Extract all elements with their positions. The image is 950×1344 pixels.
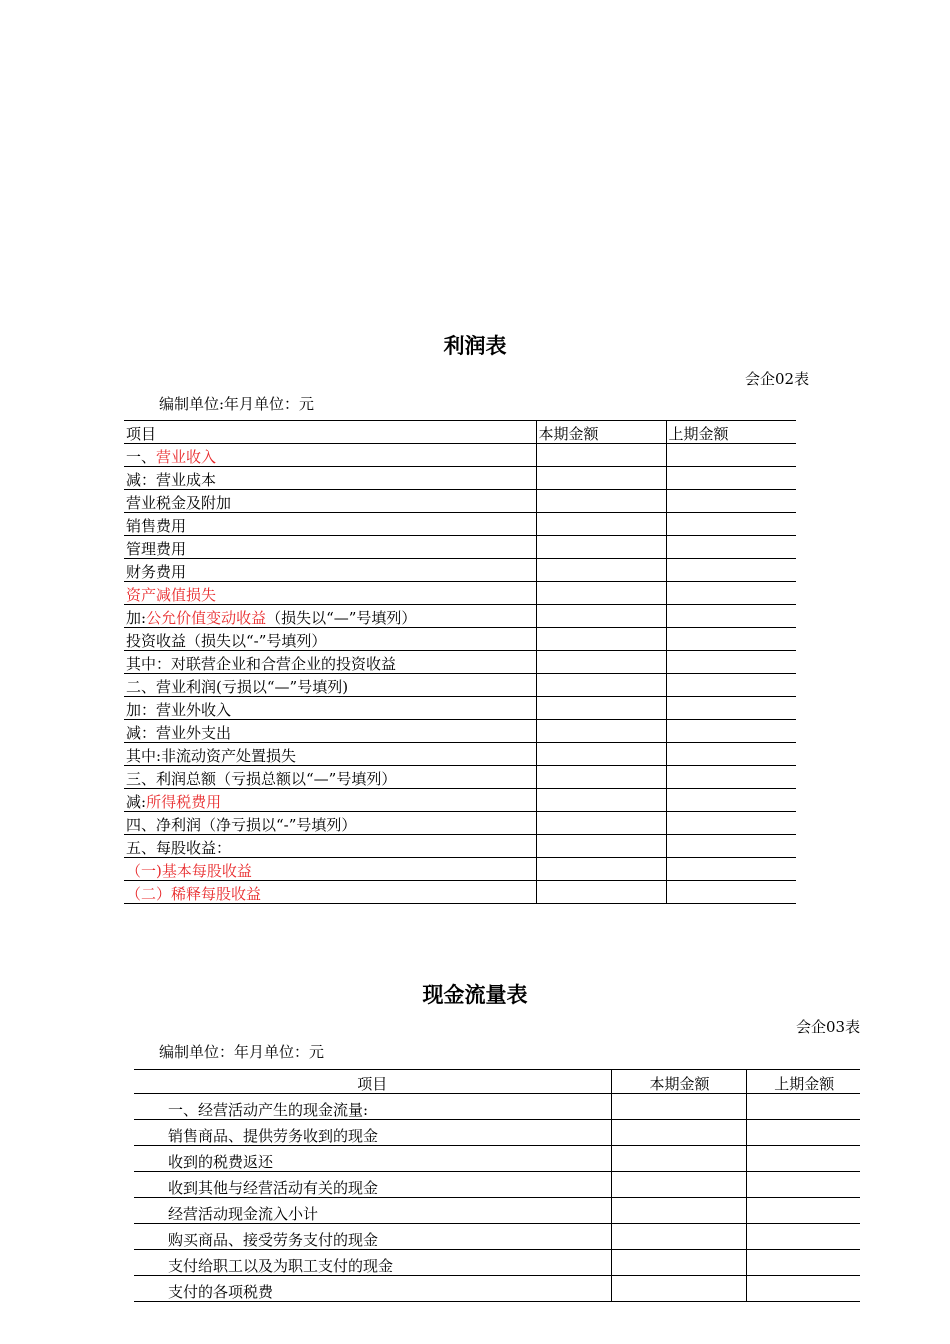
income-statement-title: 利润表 — [443, 334, 507, 358]
income-statement-row — [124, 789, 796, 812]
prior-amount-cell — [666, 605, 796, 628]
prior-amount-cell — [666, 582, 796, 605]
prior-amount-cell — [666, 559, 796, 582]
row-item-label — [124, 881, 536, 904]
current-amount-cell — [536, 559, 666, 582]
current-amount-cell — [611, 1172, 746, 1198]
income-statement-row — [124, 559, 796, 582]
prior-amount-cell — [666, 467, 796, 490]
current-amount-cell — [536, 582, 666, 605]
header-prior-amount: 上期金额 — [746, 1070, 860, 1094]
row-item-label: 销售商品、提供劳务收到的现金 — [134, 1120, 611, 1146]
row-item-label: 支付的各项税费 — [134, 1276, 611, 1302]
income-statement-row — [124, 582, 796, 605]
row-item-text: 加：营业外收入 — [126, 701, 232, 719]
row-item-label — [124, 536, 536, 559]
income-statement-row — [124, 674, 796, 697]
cash-flow-row — [134, 1094, 860, 1120]
current-amount-cell — [536, 513, 666, 536]
header-prior-amount: 上期金额 — [666, 421, 796, 444]
row-item-label — [124, 628, 536, 651]
row-item-text: 营业税金及附加 — [126, 494, 232, 512]
row-item-label — [124, 582, 536, 605]
row-item-label — [124, 490, 536, 513]
current-amount-cell — [536, 743, 666, 766]
prior-amount-cell — [666, 628, 796, 651]
row-item-label: 支付给职工以及为职工支付的现金 — [134, 1250, 611, 1276]
row-item-text: 其中：对联营企业和合营企业的投资收益 — [126, 655, 397, 673]
prior-amount-cell — [666, 812, 796, 835]
current-amount-cell — [536, 835, 666, 858]
prior-amount-cell — [746, 1224, 860, 1250]
header-item: 项目 — [124, 421, 536, 444]
prior-amount-cell — [666, 766, 796, 789]
current-amount-cell — [536, 720, 666, 743]
cash-flow-table — [134, 1069, 860, 1302]
row-item-text: 四、净利润（净亏损以“-”号填列） — [126, 816, 357, 834]
row-item-label: 收到的税费返还 — [134, 1146, 611, 1172]
row-item-label — [124, 766, 536, 789]
current-amount-cell — [536, 651, 666, 674]
row-item-label — [124, 835, 536, 858]
row-item-text: 减：营业成本 — [126, 471, 217, 489]
income-statement-form-code: 会企02表 — [745, 370, 810, 388]
income-statement-header-row — [124, 421, 796, 444]
current-amount-cell — [536, 881, 666, 904]
prior-amount-cell — [746, 1250, 860, 1276]
header-current-amount: 本期金额 — [611, 1070, 746, 1094]
header-current-amount: 本期金额 — [536, 421, 666, 444]
header-item: 项目 — [134, 1070, 611, 1094]
prior-amount-cell — [746, 1146, 860, 1172]
row-item-text: （二）稀释每股收益 — [126, 885, 262, 903]
row-item-label — [124, 789, 536, 812]
row-item-text: 所得税费用 — [146, 793, 222, 811]
cash-flow-row — [134, 1250, 860, 1276]
cash-flow-title: 现金流量表 — [422, 983, 528, 1007]
prior-amount-cell — [746, 1094, 860, 1120]
current-amount-cell — [611, 1120, 746, 1146]
current-amount-cell — [536, 444, 666, 467]
cash-flow-header-row — [134, 1070, 860, 1094]
current-amount-cell — [611, 1094, 746, 1120]
row-item-label: 一、经营活动产生的现金流量: — [134, 1094, 611, 1120]
prior-amount-cell — [746, 1172, 860, 1198]
cash-flow-row — [134, 1276, 860, 1302]
prior-amount-cell — [746, 1276, 860, 1302]
prior-amount-cell — [666, 743, 796, 766]
prior-amount-cell — [666, 720, 796, 743]
row-item-label — [124, 812, 536, 835]
row-item-label: 经营活动现金流入小计 — [134, 1198, 611, 1224]
prior-amount-cell — [666, 789, 796, 812]
row-item-text: 营业收入 — [156, 448, 217, 466]
income-statement-row — [124, 858, 796, 881]
cash-flow-form-code: 会企03表 — [796, 1018, 861, 1036]
cash-flow-unit-line: 编制单位：年月单位：元 — [159, 1043, 325, 1061]
current-amount-cell — [536, 812, 666, 835]
current-amount-cell — [536, 766, 666, 789]
row-item-text: 财务费用 — [126, 563, 187, 581]
income-statement-row — [124, 651, 796, 674]
prior-amount-cell — [666, 674, 796, 697]
row-item-label — [124, 559, 536, 582]
income-statement-row — [124, 513, 796, 536]
cash-flow-row — [134, 1198, 860, 1224]
row-item-text: （损失以“—”号填列） — [266, 609, 417, 627]
income-statement-table — [124, 420, 796, 904]
prior-amount-cell — [666, 513, 796, 536]
row-item-label — [124, 720, 536, 743]
prior-amount-cell — [666, 881, 796, 904]
cash-flow-row — [134, 1120, 860, 1146]
income-statement-row — [124, 743, 796, 766]
row-item-text: 五、每股收益： — [126, 839, 232, 857]
current-amount-cell — [536, 858, 666, 881]
cash-flow-row — [134, 1146, 860, 1172]
row-item-text: 加: — [126, 609, 147, 627]
row-item-text: 销售费用 — [126, 517, 187, 535]
current-amount-cell — [611, 1250, 746, 1276]
current-amount-cell — [611, 1276, 746, 1302]
row-item-text: 减：营业外支出 — [126, 724, 232, 742]
prior-amount-cell — [746, 1120, 860, 1146]
row-item-text: 投资收益（损失以“-”号填列） — [126, 632, 327, 650]
current-amount-cell — [536, 697, 666, 720]
income-statement-row — [124, 766, 796, 789]
row-item-label — [124, 743, 536, 766]
row-item-text: 一、 — [126, 448, 157, 466]
row-item-text: 减: — [126, 793, 147, 811]
cash-flow-row — [134, 1224, 860, 1250]
income-statement-row — [124, 628, 796, 651]
row-item-text: 管理费用 — [126, 540, 187, 558]
current-amount-cell — [611, 1146, 746, 1172]
cash-flow-row — [134, 1172, 860, 1198]
prior-amount-cell — [666, 536, 796, 559]
row-item-label — [124, 651, 536, 674]
income-statement-row — [124, 490, 796, 513]
income-statement-row — [124, 697, 796, 720]
row-item-label — [124, 513, 536, 536]
current-amount-cell — [536, 674, 666, 697]
row-item-label — [124, 467, 536, 490]
row-item-label — [124, 444, 536, 467]
current-amount-cell — [536, 490, 666, 513]
current-amount-cell — [536, 467, 666, 490]
current-amount-cell — [536, 789, 666, 812]
prior-amount-cell — [666, 444, 796, 467]
row-item-label: 收到其他与经营活动有关的现金 — [134, 1172, 611, 1198]
row-item-text: 其中:非流动资产处置损失 — [126, 747, 297, 765]
current-amount-cell — [611, 1198, 746, 1224]
prior-amount-cell — [746, 1198, 860, 1224]
prior-amount-cell — [666, 858, 796, 881]
current-amount-cell — [536, 605, 666, 628]
income-statement-row — [124, 835, 796, 858]
current-amount-cell — [536, 536, 666, 559]
row-item-text: （一)基本每股收益 — [126, 862, 252, 880]
income-statement-unit-line: 编制单位:年月单位：元 — [159, 395, 315, 413]
prior-amount-cell — [666, 697, 796, 720]
row-item-label — [124, 674, 536, 697]
current-amount-cell — [536, 628, 666, 651]
row-item-text: 三、利润总额（亏损总额以“—”号填列） — [126, 770, 397, 788]
row-item-text: 二、营业利润(亏损以“—”号填列) — [126, 678, 349, 696]
prior-amount-cell — [666, 490, 796, 513]
prior-amount-cell — [666, 835, 796, 858]
row-item-label — [124, 697, 536, 720]
row-item-text: 公允价值变动收益 — [146, 609, 267, 627]
current-amount-cell — [611, 1224, 746, 1250]
income-statement-row — [124, 536, 796, 559]
row-item-label — [124, 858, 536, 881]
income-statement-row — [124, 467, 796, 490]
row-item-text: 资产减值损失 — [126, 586, 217, 604]
income-statement-row — [124, 444, 796, 467]
income-statement-row — [124, 881, 796, 904]
income-statement-row — [124, 720, 796, 743]
income-statement-row — [124, 605, 796, 628]
row-item-label: 购买商品、接受劳务支付的现金 — [134, 1224, 611, 1250]
prior-amount-cell — [666, 651, 796, 674]
row-item-label — [124, 605, 536, 628]
income-statement-row — [124, 812, 796, 835]
